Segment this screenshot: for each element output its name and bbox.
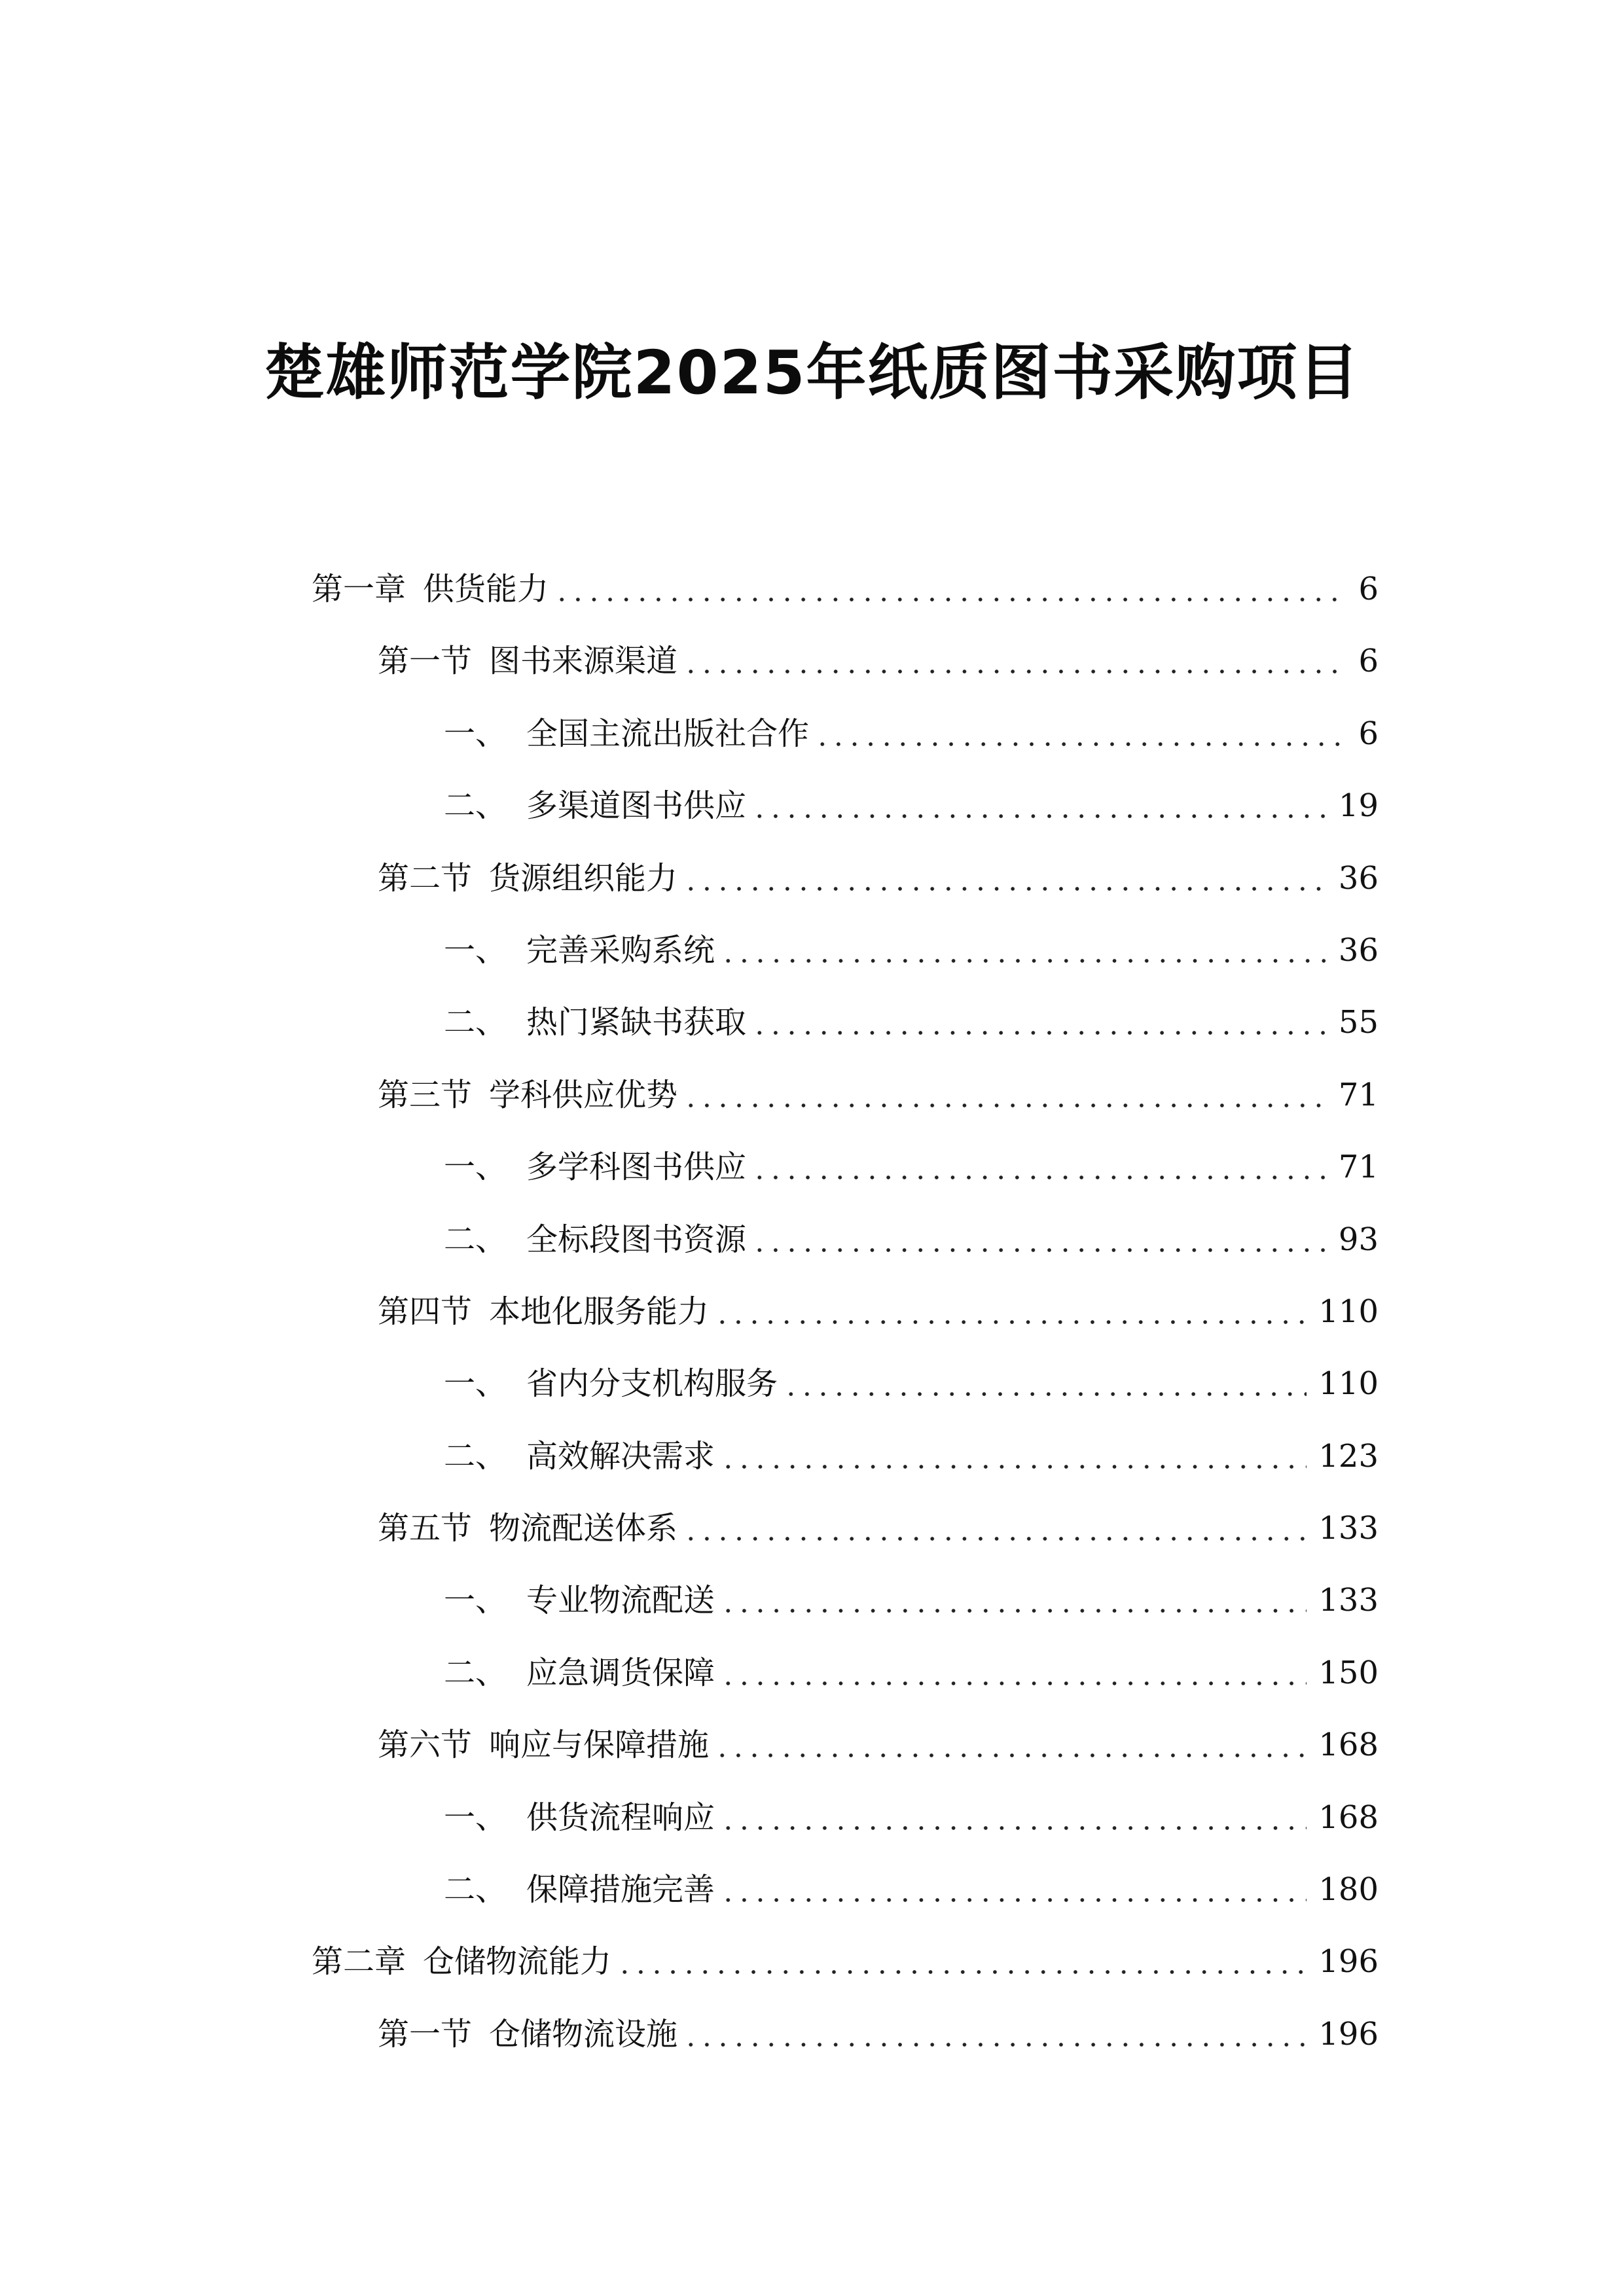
toc-entry-label: 热门紧缺书获取 [526,1004,747,1041]
toc-entry-label: 省内分支机构服务 [526,1365,778,1403]
toc-entry[interactable] [0,1276,1624,1348]
toc-entry-label: 全标段图书资源 [526,1221,747,1258]
toc-dot-leader [720,927,1327,973]
toc-entry-label: 学科供应优势 [489,1076,678,1113]
toc-dot-leader [720,1433,1307,1479]
toc-entry[interactable] [0,1637,1624,1709]
toc-entry-row [378,855,1379,901]
toc-dot-leader [720,1577,1307,1623]
toc-entry-label: 供货流程响应 [526,1799,715,1836]
toc-dot-leader [751,1144,1327,1190]
toc-entry-number: 二、 [444,1654,507,1691]
toc-entry-number: 第五节 [378,1510,473,1547]
toc-entry-page-number: 110 [1318,1293,1379,1330]
toc-entry[interactable] [0,1059,1624,1131]
toc-entry-number: 第一节 [378,643,473,680]
toc-entry[interactable] [0,1492,1624,1564]
toc-entry-page-number: 196 [1318,1943,1379,1981]
toc-entry[interactable] [0,1204,1624,1276]
toc-entry[interactable] [0,1709,1624,1781]
toc-entry-row [444,1867,1379,1912]
toc-entry-number: 第六节 [378,1727,473,1764]
toc-entry[interactable] [0,1998,1624,2070]
toc-entry[interactable] [0,1420,1624,1492]
toc-entry-label: 本地化服务能力 [489,1293,710,1330]
toc-entry-label: 物流配送体系 [489,1510,678,1547]
toc-entry-label: 仓储物流设施 [489,2015,678,2053]
toc-entry-page-number: 93 [1338,1221,1379,1258]
toc-entry-number: 二、 [444,1871,507,1909]
toc-entry-row [444,1433,1379,1479]
toc-entry-row [444,1650,1379,1696]
toc-entry-number: 一、 [444,1582,507,1619]
toc-entry-page-number: 71 [1338,1149,1379,1186]
toc-entry-row [378,638,1379,684]
toc-entry-page-number: 55 [1338,1004,1379,1041]
toc-entry-number: 第一节 [378,2015,473,2053]
toc-entry-row [444,999,1379,1045]
toc-entry-number: 二、 [444,1004,507,1041]
toc-entry-page-number: 19 [1338,787,1379,825]
toc-entry-label: 高效解决需求 [526,1437,715,1475]
toc-dot-leader [683,638,1341,684]
toc-dot-leader [720,1795,1307,1840]
toc-entry-number: 第四节 [378,1293,473,1330]
toc-entry-number: 二、 [444,1437,507,1475]
toc-entry-label: 专业物流配送 [526,1582,715,1619]
toc-entry-row [444,1217,1379,1263]
toc-entry-number: 第二章 [312,1943,406,1981]
toc-entry-page-number: 36 [1338,859,1379,897]
toc-entry-row [444,927,1379,973]
toc-dot-leader [720,1650,1307,1696]
toc-entry-row [312,1939,1379,1984]
toc-entry-number: 一、 [444,1365,507,1403]
toc-entry[interactable] [0,842,1624,914]
toc-entry-page-number: 150 [1318,1654,1379,1691]
toc-entry-row [444,711,1379,757]
toc-dot-leader [683,1505,1307,1551]
toc-dot-leader [714,1722,1307,1768]
toc-dot-leader [714,1289,1307,1335]
document-title: 楚雄师范学院2025年纸质图书采购项目 [264,338,1360,408]
toc-entry[interactable] [0,698,1624,770]
toc-entry-number: 一、 [444,1149,507,1186]
toc-entry[interactable] [0,914,1624,986]
toc-entry-page-number: 6 [1358,715,1379,752]
toc-entry-row [378,1072,1379,1118]
toc-entry-label: 完善采购系统 [526,931,715,969]
toc-entry[interactable] [0,1782,1624,1854]
toc-entry-row [444,783,1379,829]
toc-entry-row [444,1577,1379,1623]
toc-entry-number: 一、 [444,1799,507,1836]
toc-entry-row [378,1289,1379,1335]
toc-entry[interactable] [0,986,1624,1058]
toc-entry[interactable] [0,1564,1624,1636]
toc-entry[interactable] [0,553,1624,625]
toc-dot-leader [683,1072,1327,1118]
toc-entry-row [378,1505,1379,1551]
toc-entry-label: 响应与保障措施 [489,1727,710,1764]
toc-entry-number: 第三节 [378,1076,473,1113]
toc-entry-page-number: 168 [1318,1727,1379,1764]
toc-entry-page-number: 133 [1318,1510,1379,1547]
table-of-contents [0,553,1624,2070]
toc-entry-label: 图书来源渠道 [489,643,678,680]
toc-entry-row [444,1144,1379,1190]
toc-entry-number: 第一章 [312,571,406,607]
toc-entry[interactable] [0,1131,1624,1203]
toc-entry-number: 二、 [444,1221,507,1258]
toc-entry-row [444,1361,1379,1407]
toc-entry-page-number: 180 [1318,1871,1379,1909]
toc-entry-page-number: 123 [1318,1437,1379,1475]
toc-dot-leader [683,855,1327,901]
toc-entry[interactable] [0,625,1624,697]
toc-entry-page-number: 6 [1358,643,1379,680]
toc-entry-number: 第二节 [378,859,473,897]
toc-entry[interactable] [0,1348,1624,1420]
toc-dot-leader [751,1217,1327,1263]
toc-entry-page-number: 196 [1318,2015,1379,2053]
toc-entry-label: 多学科图书供应 [526,1149,747,1186]
toc-entry-label: 供货能力 [423,571,549,607]
toc-dot-leader [783,1361,1307,1407]
toc-entry-page-number: 168 [1318,1799,1379,1836]
toc-entry-page-number: 6 [1358,571,1379,607]
toc-entry-page-number: 133 [1318,1582,1379,1619]
toc-entry-row [444,1795,1379,1840]
toc-dot-leader [683,2011,1307,2057]
toc-entry-row [378,1722,1379,1768]
toc-entry-row [312,566,1379,612]
toc-entry[interactable] [0,1854,1624,1926]
toc-entry-label: 货源组织能力 [489,859,678,897]
toc-entry-label: 全国主流出版社合作 [526,715,810,752]
toc-dot-leader [751,999,1327,1045]
toc-entry-number: 二、 [444,787,507,825]
toc-dot-leader [814,711,1341,757]
toc-entry-label: 多渠道图书供应 [526,787,747,825]
toc-entry-row [378,2011,1379,2057]
toc-entry-label: 保障措施完善 [526,1871,715,1909]
toc-dot-leader [751,783,1327,829]
toc-entry-page-number: 36 [1338,931,1379,969]
toc-entry-page-number: 110 [1318,1365,1379,1403]
toc-entry-label: 应急调货保障 [526,1654,715,1691]
toc-entry-number: 一、 [444,715,507,752]
toc-entry[interactable] [0,770,1624,842]
toc-entry-number: 一、 [444,931,507,969]
toc-dot-leader [617,1939,1307,1984]
toc-entry-page-number: 71 [1338,1076,1379,1113]
toc-dot-leader [554,566,1341,612]
toc-dot-leader [720,1867,1307,1912]
toc-entry-label: 仓储物流能力 [423,1943,612,1981]
toc-entry[interactable] [0,1926,1624,1998]
